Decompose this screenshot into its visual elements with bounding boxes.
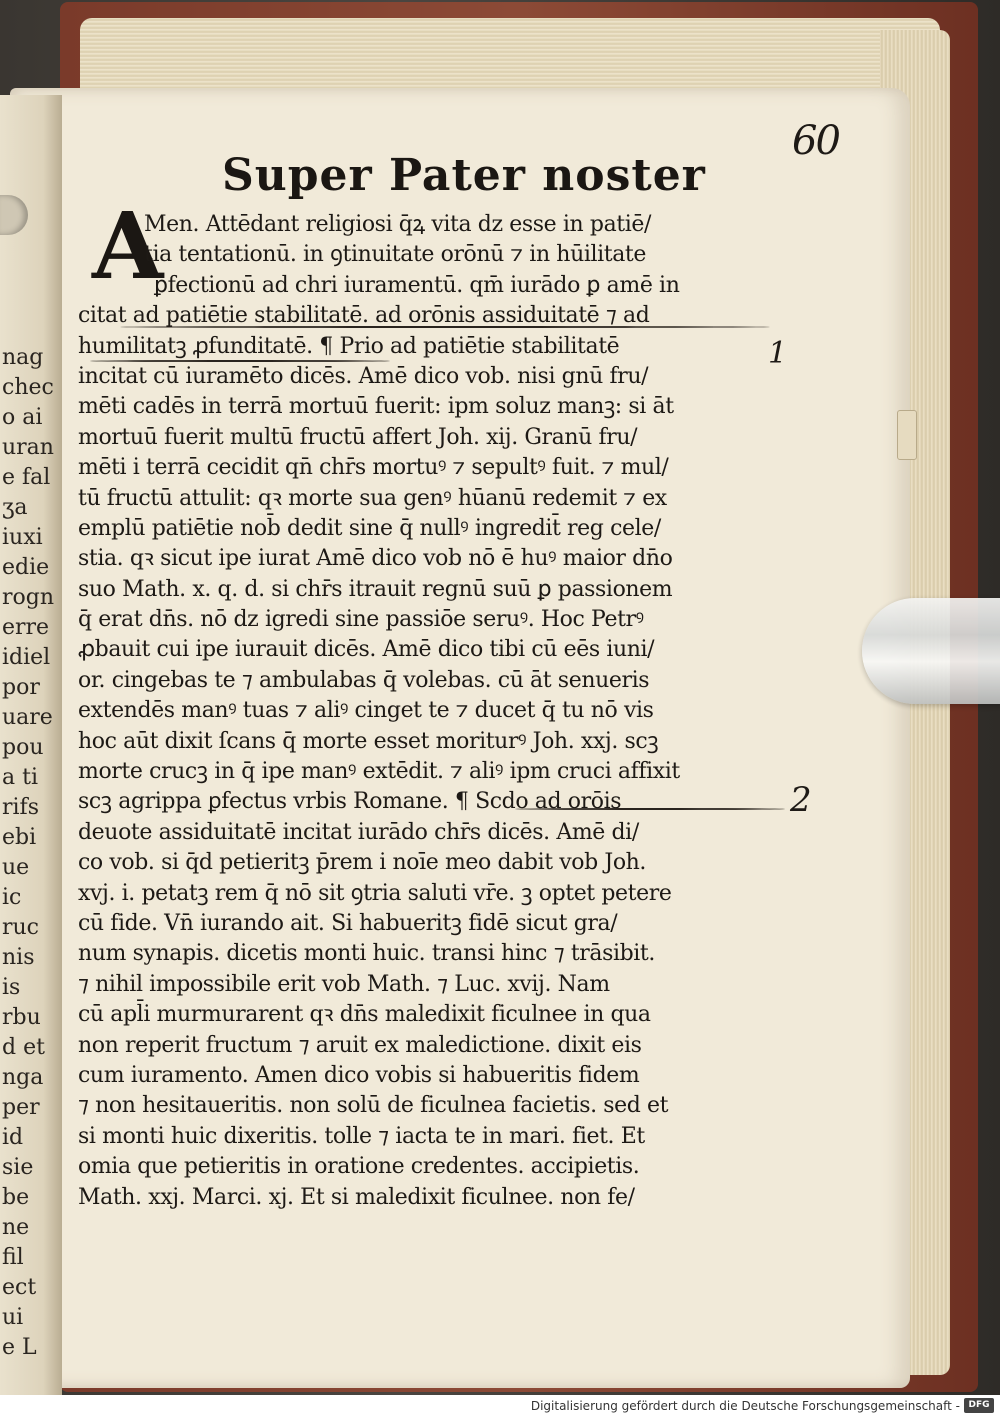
page-title: Super Pater noster: [222, 150, 706, 201]
left-page-fragment: rbu: [2, 1005, 41, 1030]
text-line: mēti i terrā cecidit qn̄ chr̄s mortuꝰ ⁊ sepultꝰ fuit. ⁊ mul/: [78, 455, 669, 481]
text-line: num synapis. dicetis monti huic. transi hinc ⁊ trāsibit.: [78, 941, 655, 967]
left-page-fragment: o ai: [2, 405, 43, 430]
text-line: stia. qꝛ sicut ipe iurat Amē dico vob nō ē huꝰ maior dn̄o: [78, 546, 673, 572]
text-line: emplū patiētie nob̄ dedit sine q̄ nullꝰ ingredit̄ reg cele/: [78, 515, 661, 541]
page-curl: [0, 195, 28, 235]
text-line: co vob. si q̄d petieritꝫ p̄rem i noīe meo dabit vob Joh.: [78, 850, 647, 876]
left-page-fragment: por: [2, 675, 40, 700]
text-line: ꝓbauit cui ipe iurauit dicēs. Amē dico tibi cū eēs iuni/: [78, 637, 655, 663]
left-page-fragment: ruc: [2, 915, 40, 940]
left-page-fragment: ect: [2, 1275, 37, 1300]
underline-mark: [120, 326, 770, 328]
left-page-fragment: is: [2, 975, 21, 1000]
left-page-fragment: ne: [2, 1215, 30, 1240]
text-line: si monti huic dixeritis. tolle ⁊ iacta te in mari. fiet. Et: [78, 1123, 645, 1149]
text-line: suo Math. x. q. d. si chr̄s itrauit regnū suū ꝑ passionem: [78, 576, 673, 602]
text-line: Math. xxj. Marci. xj. Et si maledixit ficulnee. non fe/: [78, 1184, 635, 1210]
text-line: incitat cū iuramēto dicēs. Amē dico vob. nisi gnū fru/: [78, 363, 649, 389]
text-line: humilitatꝫ ꝓfunditatē. ¶ Prio ad patiētie stabilitatē: [78, 333, 620, 359]
left-page-fragment: nis: [2, 945, 35, 970]
left-page-fragment: ebi: [2, 825, 37, 850]
underline-mark: [515, 808, 785, 810]
left-page-fragment: fil: [2, 1245, 24, 1270]
left-page-fragment: idiel: [2, 645, 51, 670]
margin-note-1: 1: [768, 336, 788, 371]
page-edges-top: [80, 18, 940, 98]
text-line: cū apl̄i murmurarent qꝛ dn̄s maledixit ficulnee in qua: [78, 1002, 651, 1028]
text-line: xvj. i. petatꝫ rem q̄ nō sit ꝯtria saluti vr̄e. ꝫ optet petere: [78, 880, 672, 906]
left-page-fragment: edie: [2, 555, 50, 580]
text-line: ⁊ nihil impossibile erit vob Math. ⁊ Luc. xvij. Nam: [78, 971, 610, 997]
text-line: tia tentationū. in ꝯtinuitate orōnū ⁊ in hūilitate: [144, 242, 646, 268]
text-line: q̄ erat dn̄s. nō dz igredi sine passiōe seruꝰ. Hoc Petrꝰ: [78, 607, 644, 633]
text-line: non reperit fructum ⁊ aruit ex maledictione. dixit eis: [78, 1032, 642, 1058]
left-page-gutter: [0, 95, 62, 1395]
left-page-fragment: per: [2, 1095, 40, 1120]
text-line: extendēs manꝰ tuas ⁊ aliꝰ cinget te ⁊ ducet q̄ tu nō vis: [78, 698, 654, 724]
left-page-fragment: rogn: [2, 585, 55, 610]
text-line: or. cingebas te ⁊ ambulabas q̄ volebas. cū āt senueris: [78, 667, 650, 693]
text-line: scꝫ agrippa ꝑfectus vrbis Romane. ¶ Scdo ad orōis: [78, 789, 622, 815]
text-line: hoc aūt dixit ſcans q̄ morte esset moriturꝰ Joh. xxj. scꝫ: [78, 728, 659, 754]
left-page-fragment: ui: [2, 1305, 24, 1330]
text-line: mēti cadēs in terrā mortuū fuerit: ipm soluz manꝫ: si āt: [78, 394, 674, 420]
left-page-fragment: iuxi: [2, 525, 43, 550]
text-line: morte crucꝫ in q̄ ipe manꝰ extēdit. ⁊ aliꝰ ipm cruci affixit: [78, 759, 680, 785]
text-line: cum iuramento. Amen dico vobis si habueritis fidem: [78, 1062, 640, 1088]
text-line: mortuū fuerit multū fructū affert Joh. xij. Granū fru/: [78, 424, 638, 450]
text-line: citat ad patiētie stabilitatē. ad orōnis assiduitatē ⁊ ad: [78, 303, 650, 329]
left-page-fragment: ʒa: [2, 495, 28, 520]
book-clasp: [862, 598, 1000, 704]
text-line: Men. Attēdant religiosi q̄ꝝ vita dz esse in patiē/: [144, 212, 651, 237]
footer-bar: [0, 1395, 1000, 1418]
text-line: tū fructū attulit: qꝛ morte sua genꝰ hūanū redemit ⁊ ex: [78, 485, 667, 511]
text-line: omia que petieritis in oratione credentes. accipietis.: [78, 1154, 640, 1180]
left-page-fragment: id: [2, 1125, 24, 1150]
left-page-fragment: nag: [2, 345, 44, 370]
footer-credit: Digitalisierung gefördert durch die Deutsche Forschungsgemeinschaft -: [530, 1399, 960, 1413]
left-page-fragment: erre: [2, 615, 50, 640]
left-page-fragment: chec: [2, 375, 54, 400]
left-page-fragment: ic: [2, 885, 22, 910]
dfg-logo: DFG: [964, 1398, 994, 1413]
left-page-fragment: ue: [2, 855, 30, 880]
left-page-fragment: nga: [2, 1065, 44, 1090]
drop-cap: A: [92, 192, 164, 300]
left-page-fragment: uare: [2, 705, 53, 730]
left-page-fragment: pou: [2, 735, 44, 760]
text-line: ꝑfectionū ad chri iuramentū. qm̄ iurādo ꝑ amē in: [154, 272, 680, 298]
left-page-fragment: sie: [2, 1155, 34, 1180]
left-page-fragment: d et: [2, 1035, 45, 1060]
left-page-fragment: be: [2, 1185, 30, 1210]
folio-number: 60: [792, 118, 839, 164]
text-line: deuote assiduitatē incitat iurādo chr̄s dicēs. Amē di/: [78, 819, 639, 845]
text-line: cū fide. Vn̄ iurando ait. Si habueritꝫ fidē sicut gra/: [78, 910, 618, 936]
left-page-fragment: e fal: [2, 465, 51, 490]
left-page-fragment: uran: [2, 435, 54, 460]
left-page-fragment: rifs: [2, 795, 39, 820]
left-page-fragment: e L: [2, 1335, 37, 1360]
underline-mark: [90, 360, 390, 362]
margin-note-2: 2: [790, 780, 812, 820]
page-tab-marker: [897, 410, 917, 460]
text-line: ⁊ non hesitaueritis. non solū de ficulnea facietis. sed et: [78, 1093, 669, 1119]
left-page-fragment: a ti: [2, 765, 38, 790]
